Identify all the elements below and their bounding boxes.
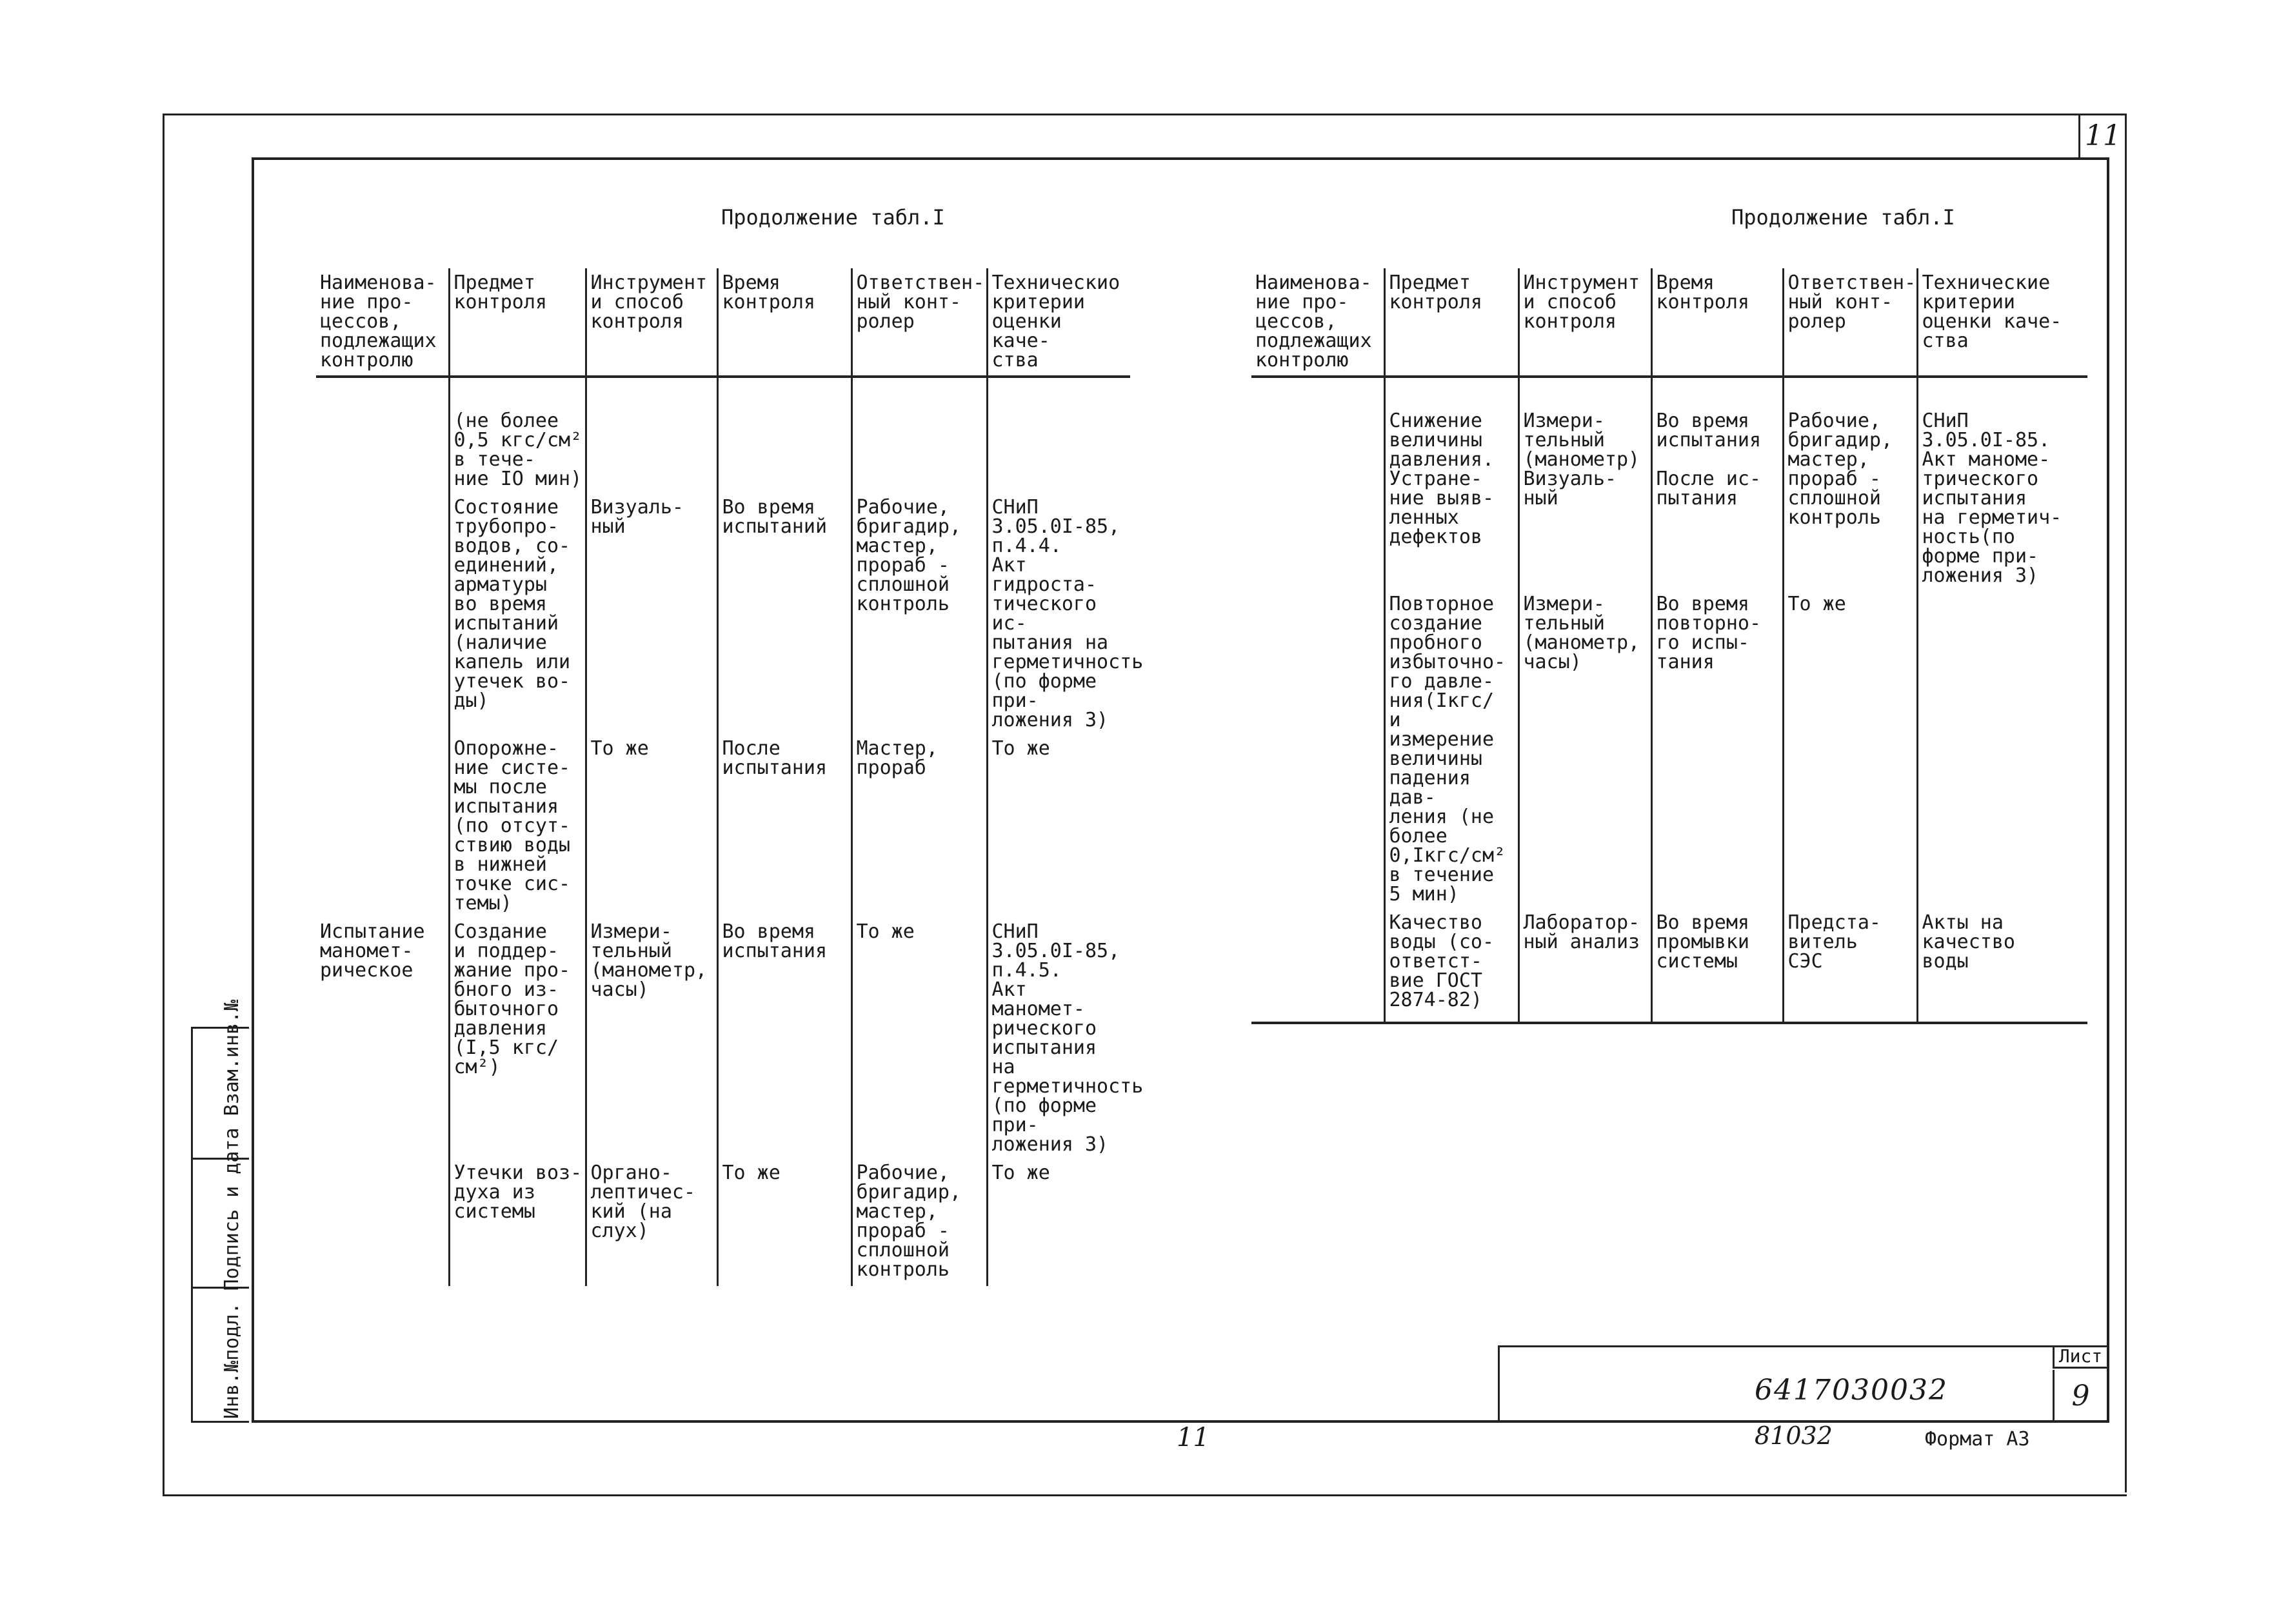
side-stamp-text: Инв.№подл. Подпись и дата Взам.инв.№ <box>221 999 243 1419</box>
header-subject: Предмет контроля <box>449 268 586 377</box>
sheet-number: 9 <box>2053 1370 2107 1421</box>
cell-instrument: Измери- тельный (манометр, часы) <box>1518 592 1651 911</box>
left-table-caption: Продолжение табл.I <box>721 205 945 230</box>
inventory-code: 81032 <box>1755 1421 1833 1450</box>
cell-criteria: То же <box>987 737 1130 920</box>
cell-instrument: Органо- лептичес- кий (на слух) <box>586 1161 717 1286</box>
table-row <box>1251 592 2087 911</box>
cell-subject: Опорожне- ние систе- мы после испытания (по отсут- ствию воды в нижней точке сис- темы) <box>449 737 586 920</box>
page-number: 11 <box>1177 1423 1209 1452</box>
header-process: Наименова- ние про- цессов, подлежащих контролю <box>316 268 449 377</box>
cell-time: Во время испытаний <box>717 495 851 737</box>
cell-controller: Рабочие, бригадир, мастер, прораб - сплошной контроль <box>1783 377 1917 592</box>
cell-controller: Рабочие, бригадир, мастер, прораб - сплошной контроль <box>851 1161 987 1286</box>
table-row <box>316 737 1130 920</box>
cell-instrument: Лаборатор- ный анализ <box>1518 911 1651 1023</box>
table-row <box>316 920 1130 1161</box>
cell-criteria: То же <box>987 1161 1130 1286</box>
table-row <box>316 1161 1130 1286</box>
header-instrument: Инструмент и способ контроля <box>586 268 717 377</box>
cell-time: После испытания <box>717 737 851 920</box>
cell-subject: Состояние трубопро- водов, со- единений, арматуры во время испытаний (наличие капель или утечек во- ды) <box>449 495 586 737</box>
cell-controller: Предста- витель СЭС <box>1783 911 1917 1023</box>
cell-time: Во время испытания После ис- пытания <box>1651 377 1783 592</box>
cell-instrument <box>586 377 717 495</box>
table-header-row <box>316 268 1130 377</box>
cell-criteria <box>987 377 1130 495</box>
document-code: 6417030032 <box>1755 1374 1948 1407</box>
table-row <box>316 377 1130 495</box>
cell-time: Во время испытания <box>717 920 851 1161</box>
cell-criteria: Акты на качество воды <box>1917 911 2087 1023</box>
right-frame-strip <box>2111 114 2127 1492</box>
cell-process <box>316 377 449 495</box>
header-controller: Ответствен- ный конт- ролер <box>851 268 987 377</box>
cell-subject: Качество воды (со- ответст- вие ГОСТ 2874-82) <box>1384 911 1518 1023</box>
cell-process <box>316 737 449 920</box>
cell-controller: Рабочие, бригадир, мастер, прораб - сплошной контроль <box>851 495 987 737</box>
cell-time <box>717 377 851 495</box>
cell-subject: Повторное создание пробного избыточно- го давле- ния(Iкгс/ и измерение величины падения дав- ления (не более 0,Iкгс/см² в течение 5 мин) <box>1384 592 1518 911</box>
cell-time: Во время повторно- го испы- тания <box>1651 592 1783 911</box>
cell-subject: Утечки воз- духа из системы <box>449 1161 586 1286</box>
header-criteria: Технические критерии оценки каче- ства <box>1917 268 2087 377</box>
cell-process <box>316 495 449 737</box>
cell-controller: Мастер, прораб <box>851 737 987 920</box>
table-row <box>1251 911 2087 1023</box>
cell-instrument: Измери- тельный (манометр, часы) <box>586 920 717 1161</box>
table-header-row <box>1251 268 2087 377</box>
cell-subject: Создание и поддер- жание про- бного из- быточного давления (I,5 кгс/см²) <box>449 920 586 1161</box>
cell-instrument: То же <box>586 737 717 920</box>
cell-subject: Снижение величины давления. Устране- ние выяв- ленных дефектов <box>1384 377 1518 592</box>
cell-controller <box>851 377 987 495</box>
format-label: Формат А3 <box>1925 1428 2030 1451</box>
cell-process <box>1251 592 1384 911</box>
header-process: Наименова- ние про- цессов, подлежащих контролю <box>1251 268 1384 377</box>
cell-instrument: Визуаль- ный <box>586 495 717 737</box>
cell-criteria: СНиП 3.05.0I-85, п.4.4. Акт гидроста- тического ис- пытания на герметичность (по форме при- ложения 3) <box>987 495 1130 737</box>
header-instrument: Инструмент и способ контроля <box>1518 268 1651 377</box>
cell-process: Испытание маномет- рическое <box>320 920 425 982</box>
right-control-table <box>1251 268 2087 1024</box>
header-time: Время контроля <box>1651 268 1783 377</box>
cell-subject: (не более 0,5 кгс/см² в тече- ние IO мин) <box>449 377 586 495</box>
cell-process <box>1251 377 1384 592</box>
header-time: Время контроля <box>717 268 851 377</box>
cell-controller: То же <box>1783 592 1917 911</box>
cell-process <box>316 1161 449 1286</box>
cell-criteria: СНиП 3.05.0I-85. Акт маноме- трического испытания на герметич- ность(по форме при- ложения 3) <box>1917 377 2087 592</box>
cell-controller: То же <box>851 920 987 1161</box>
left-control-table <box>316 268 1144 1286</box>
cell-time: То же <box>717 1161 851 1286</box>
table-row <box>1251 377 2087 592</box>
table-row <box>316 495 1130 737</box>
header-criteria: Техническио критерии оценки каче- ства <box>987 268 1130 377</box>
right-table-caption: Продолжение табл.I <box>1731 205 1955 230</box>
header-controller: Ответствен- ный конт- ролер <box>1783 268 1917 377</box>
cell-time: Во время промывки системы <box>1651 911 1783 1023</box>
cell-process <box>1251 911 1384 1023</box>
cell-instrument: Измери- тельный (манометр) Визуаль- ный <box>1518 377 1651 592</box>
corner-number: 11 <box>2085 119 2121 152</box>
sheet-label: Лист <box>2053 1345 2107 1369</box>
header-subject: Предмет контроля <box>1384 268 1518 377</box>
cell-criteria: СНиП 3.05.0I-85, п.4.5. Акт маномет- рического испытания на герметичность (по форме при- ложения 3) <box>987 920 1130 1161</box>
cell-criteria <box>1917 592 2087 911</box>
